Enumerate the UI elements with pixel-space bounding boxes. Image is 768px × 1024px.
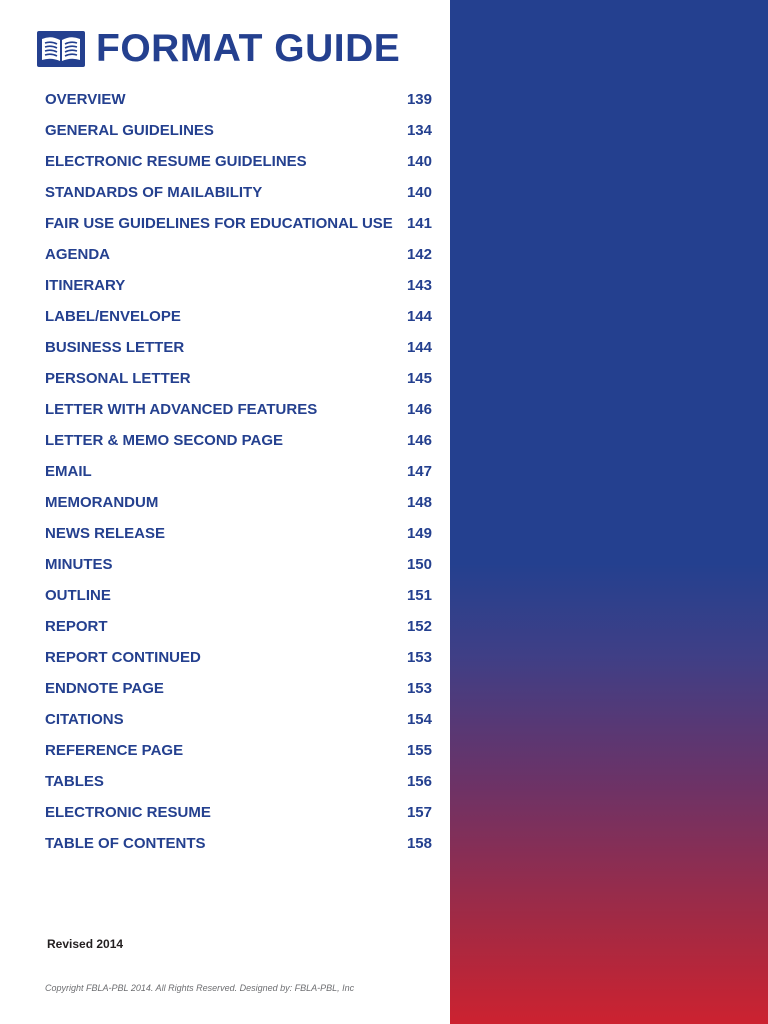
toc-entry[interactable] — [45, 611, 432, 642]
toc-entry[interactable] — [45, 487, 432, 518]
toc-entry[interactable] — [45, 828, 432, 859]
toc-entry-page-number: 142 — [406, 246, 432, 263]
toc-entry-page-number: 154 — [406, 711, 432, 728]
toc-entry-page-number: 151 — [406, 587, 432, 604]
toc-entry-label: EMAIL — [45, 463, 92, 480]
toc-entry[interactable] — [45, 673, 432, 704]
toc-entry-label: REFERENCE PAGE — [45, 742, 184, 759]
gradient-panel — [450, 0, 768, 1024]
toc-entry-label: MEMORANDUM — [45, 494, 159, 511]
toc-entry-label: ELECTRONIC RESUME GUIDELINES — [45, 153, 307, 170]
toc-entry-label: OVERVIEW — [45, 91, 126, 108]
toc-entry-label: AGENDA — [45, 246, 111, 263]
book-icon — [36, 30, 86, 68]
toc-entry[interactable] — [45, 766, 432, 797]
toc-entry-page-number: 158 — [406, 835, 432, 852]
toc-entry-label: ITINERARY — [45, 277, 126, 294]
toc-entry-page-number: 157 — [406, 804, 432, 821]
toc-entry-label: PERSONAL LETTER — [45, 370, 191, 387]
toc-entry-label: OUTLINE — [45, 587, 111, 604]
toc-entry[interactable] — [45, 549, 432, 580]
toc-entry-label: ELECTRONIC RESUME — [45, 804, 211, 821]
toc-entry[interactable] — [45, 735, 432, 766]
toc-entry[interactable] — [45, 146, 432, 177]
toc-entry-page-number: 148 — [406, 494, 432, 511]
toc-entry[interactable] — [45, 456, 432, 487]
toc-entry-label: ENDNOTE PAGE — [45, 680, 164, 697]
toc-entry-page-number: 140 — [406, 153, 432, 170]
toc-entry-page-number: 146 — [406, 432, 432, 449]
toc-entry-label: STANDARDS OF MAILABILITY — [45, 184, 263, 201]
toc-entry[interactable] — [45, 797, 432, 828]
toc-entry-label: TABLE OF CONTENTS — [45, 835, 206, 852]
toc-entry-label: NEWS RELEASE — [45, 525, 166, 542]
toc-entry[interactable] — [45, 332, 432, 363]
toc-entry[interactable] — [45, 394, 432, 425]
toc-entry-page-number: 147 — [406, 463, 432, 480]
table-of-contents — [45, 84, 432, 859]
toc-entry-label: GENERAL GUIDELINES — [45, 122, 214, 139]
toc-entry[interactable] — [45, 270, 432, 301]
toc-entry-page-number: 141 — [406, 215, 432, 232]
toc-entry-page-number: 156 — [406, 773, 432, 790]
toc-entry-page-number: 140 — [406, 184, 432, 201]
toc-entry-label: CITATIONS — [45, 711, 124, 728]
toc-entry-label: TABLES — [45, 773, 104, 790]
toc-entry[interactable] — [45, 363, 432, 394]
toc-entry-label: FAIR USE GUIDELINES FOR EDUCATIONAL USE — [45, 215, 393, 232]
toc-entry-label: LETTER & MEMO SECOND PAGE — [45, 432, 284, 449]
revised-date: Revised 2014 — [47, 937, 124, 951]
toc-entry-page-number: 150 — [406, 556, 432, 573]
toc-entry-page-number: 149 — [406, 525, 432, 542]
toc-entry-page-number: 146 — [406, 401, 432, 418]
toc-entry[interactable] — [45, 704, 432, 735]
page-title: FORMAT GUIDE — [96, 27, 401, 70]
toc-entry[interactable] — [45, 177, 432, 208]
toc-entry-label: BUSINESS LETTER — [45, 339, 185, 356]
toc-entry-label: LETTER WITH ADVANCED FEATURES — [45, 401, 318, 418]
toc-entry-page-number: 134 — [406, 122, 432, 139]
toc-entry-label: LABEL/ENVELOPE — [45, 308, 181, 325]
toc-entry-label: REPORT — [45, 618, 108, 635]
toc-entry[interactable] — [45, 425, 432, 456]
toc-entry-page-number: 144 — [406, 339, 432, 356]
toc-entry-label: REPORT CONTINUED — [45, 649, 201, 666]
toc-entry[interactable] — [45, 580, 432, 611]
toc-entry-page-number: 153 — [406, 649, 432, 666]
toc-entry[interactable] — [45, 642, 432, 673]
toc-entry[interactable] — [45, 115, 432, 146]
toc-entry-page-number: 144 — [406, 308, 432, 325]
copyright-notice: Copyright FBLA-PBL 2014. All Rights Reserved. Designed by: FBLA-PBL, Inc — [45, 983, 355, 993]
toc-entry-page-number: 143 — [406, 277, 432, 294]
toc-entry[interactable] — [45, 208, 432, 239]
toc-entry-label: MINUTES — [45, 556, 113, 573]
toc-entry-page-number: 139 — [406, 91, 432, 108]
toc-entry-page-number: 155 — [406, 742, 432, 759]
toc-entry[interactable] — [45, 518, 432, 549]
toc-entry-page-number: 153 — [406, 680, 432, 697]
toc-entry-page-number: 152 — [406, 618, 432, 635]
toc-entry[interactable] — [45, 301, 432, 332]
toc-entry-page-number: 145 — [406, 370, 432, 387]
header — [36, 26, 400, 72]
toc-entry[interactable] — [45, 84, 432, 115]
toc-entry[interactable] — [45, 239, 432, 270]
